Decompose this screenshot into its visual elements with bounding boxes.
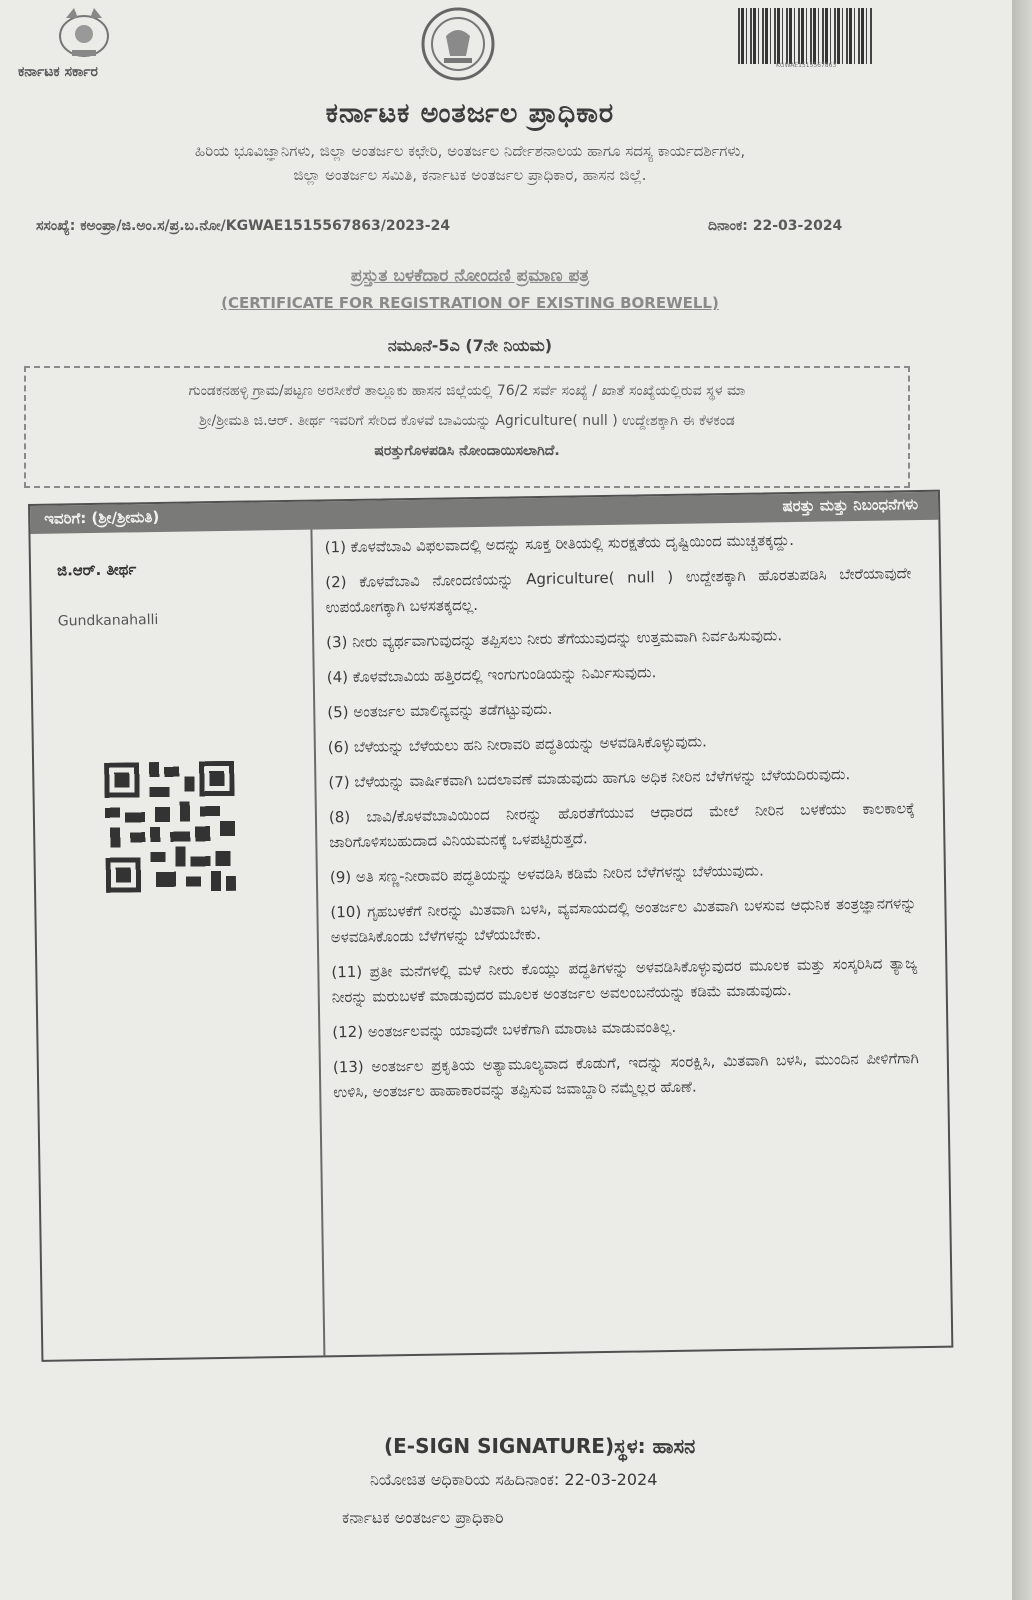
condition-item-6: (6) ಬೆಳೆಯನ್ನು ಬೆಳೆಯಲು ಹನಿ ನೀರಾವರಿ ಪದ್ಧತಿಯನ್ನು ಅಳವಡಿಸಿಕೊಳ್ಳುವುದು. bbox=[327, 732, 707, 757]
conditions-column-header: ಷರತ್ತು ಮತ್ತು ನಿಬಂಧನೆಗಳು bbox=[782, 495, 919, 516]
condition-item-4: (4) ಕೊಳವೆಬಾವಿಯ ಹತ್ತಿರದಲ್ಲಿ ಇಂಗುಗುಂಡಿಯನ್ನು ನಿರ್ಮಿಸುವುದು. bbox=[326, 663, 657, 687]
owner-column-header: ಇವರಿಗೆ: (ಶ್ರೀ/ಶ್ರೀಮತಿ) bbox=[44, 507, 160, 528]
subtitle-line-2: ಜಿಲ್ಲಾ ಅಂತರ್ಜಲ ಸಮಿತಿ, ಕರ್ನಾಟಕ ಅಂತರ್ಜಲ ಪ್ರಾಧಿಕಾರ, ಹಾಸನ ಜಿಲ್ಲೆ. bbox=[293, 166, 647, 184]
paper-edge bbox=[1012, 0, 1032, 1600]
qr-code-icon bbox=[104, 761, 236, 893]
condition-item-11: (11) ಪ್ರತೀ ಮನೆಗಳಲ್ಲಿ ಮಳೆ ನೀರು ಕೊಯ್ಲು ಪದ್ಧತಿಗಳನ್ನು ಅಳವಡಿಸಿಕೊಳ್ಳುವುದರ ಮೂಲಕ ಮತ್ತು ಸಂಸ್ಕರಿಸಿದ ತ್ಯಾಜ್ಯ ನೀರನ್ನು ಮರುಬಳಕೆ ಮಾಡುವುದರ ಮೂಲಕ ಅಂತರ್ಜಲ ಅವಲಂಬನೆಯನ್ನು ಕಡಿಮೆ ಮಾಡುವುದು. bbox=[331, 954, 918, 1007]
form-number: ನಮೂನೆ-5ಎ (7ನೇ ನಿಯಮ) bbox=[387, 336, 553, 355]
condition-item-13: (13) ಅಂತರ್ಜಲ ಪ್ರಕೃತಿಯ ಅತ್ಯಾಮೂಲ್ಯವಾದ ಕೊಡುಗೆ, ಇದನ್ನು ಸಂರಕ್ಷಿಸಿ, ಮಿತವಾಗಿ ಬಳಸಿ, ಮುಂದಿನ ಪೀಳಿಗೆಗಾಗಿ ಉಳಿಸಿ, ಅಂತರ್ಜಲ ಹಾಹಾಕಾರವನ್ನು ತಪ್ಪಿಸುವ ಜವಾಬ್ದಾರಿ ನಮ್ಮೆಲ್ಲರ ಹೊಣೆ. bbox=[332, 1049, 919, 1102]
statement-line-3: ಷರತ್ತುಗೊಳಪಡಿಸಿ ನೋಂದಾಯಿಸಲಾಗಿದೆ. bbox=[374, 443, 560, 459]
condition-item-2: (2) ಕೊಳವೆಬಾವಿ ನೋಂದಣಿಯನ್ನು Agriculture( null ) ಉದ್ದೇಶಕ್ಕಾಗಿ ಹೊರತುಪಡಿಸಿ ಬೇರೆಯಾವುದೇ ಉಪಯೋಗಕ್ಕಾಗಿ ಬಳಸತಕ್ಕದಲ್ಲ. bbox=[325, 564, 912, 617]
statement-line-2: ಶ್ರೀ/ಶ್ರೀಮತಿ ಜಿ.ಆರ್. ತೀರ್ಥ ಇವರಿಗೆ ಸೇರಿದ ಕೊಳವೆ ಬಾವಿಯನ್ನು Agriculture( null ) ಉದ್ದೇಶಕ್ಕಾಗಿ ಈ ಕೆಳಕಂಡ bbox=[199, 413, 735, 429]
condition-item-7: (7) ಬೆಳೆಯನ್ನು ವಾರ್ಷಿಕವಾಗಿ ಬದಲಾವಣೆ ಮಾಡುವುದು ಹಾಗೂ ಅಧಿಕ ನೀರಿನ ಬೆಳೆಗಳನ್ನು ಬೆಳೆಯದಿರುವುದು. bbox=[328, 765, 851, 792]
certificate-title-kannada: ಪ್ರಸ್ತುತ ಬಳಕೆದಾರ ನೋಂದಣಿ ಪ್ರಮಾಣ ಪತ್ರ bbox=[350, 266, 590, 286]
condition-item-3: (3) ನೀರು ವ್ಯರ್ಥವಾಗುವುದನ್ನು ತಪ್ಪಿಸಲು ನೀರು ತೆಗೆಯುವುದನ್ನು ಉತ್ತಮವಾಗಿ ನಿರ್ವಹಿಸುವುದು. bbox=[326, 626, 783, 652]
statement-line-1: ಗುಂಡಕನಹಳ್ಳಿ ಗ್ರಾಮ/ಪಟ್ಟಣ ಅರಸೀಕೆರೆ ತಾಲ್ಲೂಕು ಹಾಸನ ಜಿಲ್ಲೆಯಲ್ಲಿ 76/2 ಸರ್ವೆ ಸಂಖ್ಯೆ / ಖಾತೆ ಸಂಖ್ಯೆಯಲ್ಲಿರುವ ಸ್ಥಳ ಮಾ bbox=[188, 383, 746, 399]
page-title: ಕರ್ನಾಟಕ ಅಂತರ್ಜಲ ಪ್ರಾಧಿಕಾರ bbox=[325, 98, 615, 129]
owner-name: ಜಿ.ಆರ್. ತೀರ್ಥ bbox=[56, 560, 137, 580]
karnataka-emblem-icon bbox=[46, 4, 122, 60]
column-divider bbox=[310, 530, 325, 1356]
condition-item-12: (12) ಅಂತರ್ಜಲವನ್ನು ಯಾವುದೇ ಬಳಕೆಗಾಗಿ ಮಾರಾಟ ಮಾಡುವಂತಿಲ್ಲ. bbox=[332, 1017, 677, 1042]
reference-number: ಸಸಂಖ್ಯೆ: ಕಅಂಪ್ರಾ/ಜಿ.ಅಂ.ಸ/ಪ್ರ.ಬ.ನೋ/KGWAE1515567863/2023-24 bbox=[36, 218, 451, 234]
government-label: ಕರ್ನಾಟಕ ಸರ್ಕಾರ bbox=[18, 64, 98, 80]
condition-item-1: (1) ಕೊಳವೆಬಾವಿ ವಿಫಲವಾದಲ್ಲಿ ಅದನ್ನು ಸೂಕ್ತ ರೀತಿಯಲ್ಲಿ ಸುರಕ್ಷತೆಯ ದೃಷ್ಟಿಯಿಂದ ಮುಚ್ಚತಕ್ಕದ್ದು. bbox=[324, 530, 795, 557]
issuing-authority: ಕರ್ನಾಟಕ ಅಂತರ್ಜಲ ಪ್ರಾಧಿಕಾರಿ bbox=[342, 1508, 504, 1527]
issue-date: ದಿನಾಂಕ: 22-03-2024 bbox=[708, 218, 843, 234]
registration-statement bbox=[24, 366, 910, 488]
conditions-list bbox=[325, 526, 920, 1115]
authority-seal-icon bbox=[420, 6, 496, 82]
officer-signature-date: ನಿಯೋಜಿತ ಅಧಿಕಾರಿಯ ಸಹಿದಿನಾಂಕ: 22-03-2024 bbox=[370, 1470, 658, 1489]
subtitle-line-1: ಹಿರಿಯ ಭೂವಿಜ್ಞಾನಿಗಳು, ಜಿಲ್ಲಾ ಅಂತರ್ಜಲ ಕಛೇರಿ, ಅಂತರ್ಜಲ ನಿರ್ದೇಶನಾಲಯ ಹಾಗೂ ಸದಸ್ಯ ಕಾರ್ಯದರ್ಶಿಗಳು, bbox=[194, 142, 746, 160]
barcode-number: KGWAE1515567863 bbox=[776, 62, 837, 69]
condition-item-5: (5) ಅಂತರ್ಜಲ ಮಾಲಿನ್ಯವನ್ನು ತಡೆಗಟ್ಟುವುದು. bbox=[327, 699, 553, 722]
conditions-table bbox=[28, 490, 953, 1362]
condition-item-9: (9) ಅತಿ ಸಣ್ಣ-ನೀರಾವರಿ ಪದ್ಧತಿಯನ್ನು ಅಳವಡಿಸಿ ಕಡಿಮೆ ನೀರಿನ ಬೆಳೆಗಳನ್ನು ಬೆಳೆಯುವುದು. bbox=[329, 861, 764, 887]
barcode bbox=[738, 8, 872, 64]
esign-signature: (E-SIGN SIGNATURE)ಸ್ಥಳ: ಹಾಸನ bbox=[384, 1434, 696, 1458]
certificate-title-english: (CERTIFICATE FOR REGISTRATION OF EXISTING BOREWELL) bbox=[221, 294, 719, 312]
condition-item-8: (8) ಬಾವಿ/ಕೊಳವೆಬಾವಿಯಿಂದ ನೀರನ್ನು ಹೊರತೆಗೆಯುವ ಆಧಾರದ ಮೇಲೆ ನೀರಿನ ಬಳಕೆಯು ಕಾಲಕಾಲಕ್ಕೆ ಜಾರಿಗೊಳಿಸಬಹುದಾದ ವಿನಿಯಮನಕ್ಕೆ ಒಳಪಟ್ಟಿರುತ್ತದೆ. bbox=[328, 799, 916, 852]
condition-item-10: (10) ಗೃಹಬಳಕೆಗೆ ನೀರನ್ನು ಮಿತವಾಗಿ ಬಳಸಿ, ವ್ಯವಸಾಯದಲ್ಲಿ ಅಂತರ್ಜಲ ಮಿತವಾಗಿ ಬಳಸುವ ಆಧುನಿಕ ತಂತ್ರಜ್ಞಾನಗಳನ್ನು ಅಳವಡಿಸಿಕೊಂಡು ಬೆಳೆಗಳನ್ನು ಬೆಳೆಯಬೇಕು. bbox=[330, 894, 917, 947]
village-name: Gundkanahalli bbox=[57, 611, 159, 630]
